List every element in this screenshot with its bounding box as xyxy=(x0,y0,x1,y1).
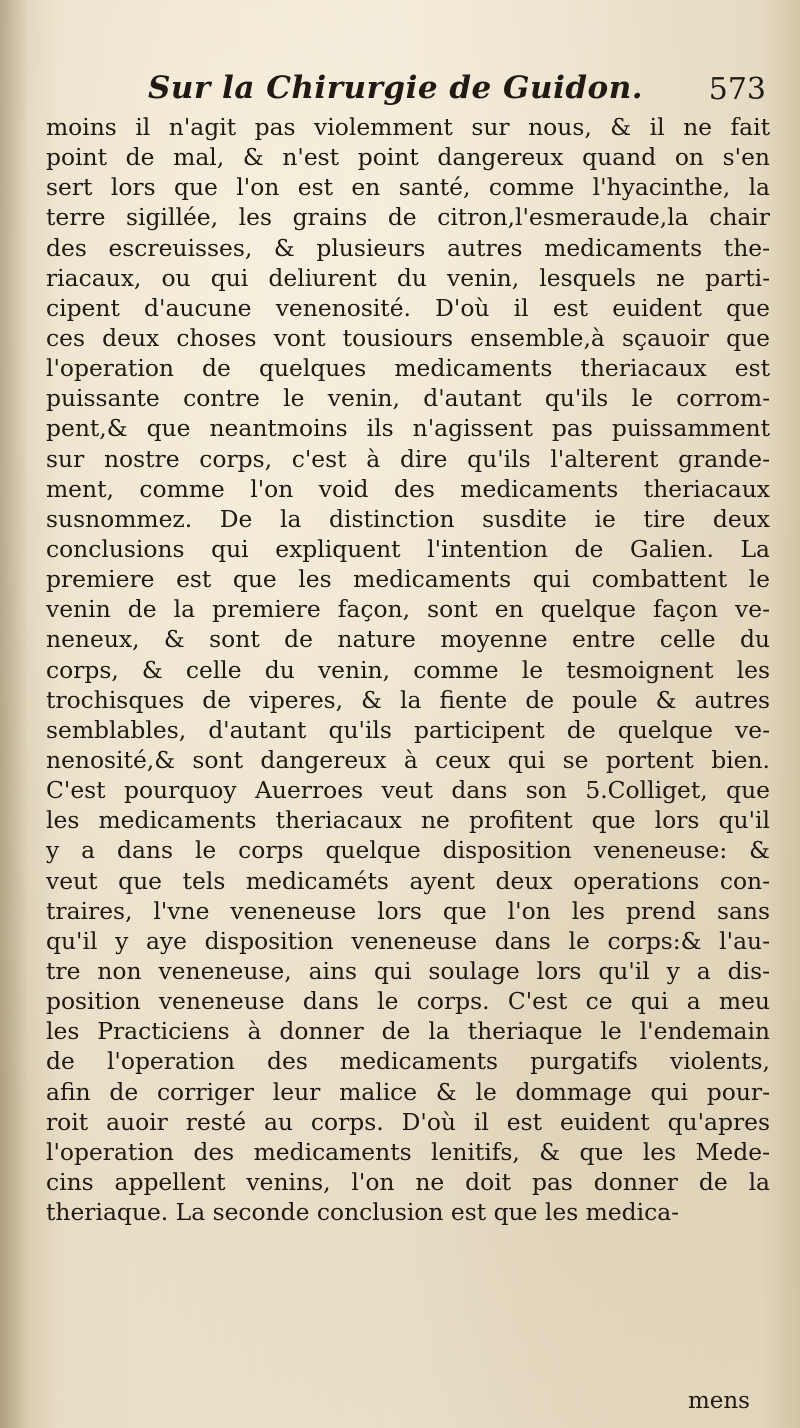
text-line: de l'operation des medicaments purgatifs violents, xyxy=(46,1047,770,1076)
text-line: venin de la premiere façon, sont en quelque façon ve- xyxy=(46,595,770,624)
text-line: tre non veneneuse, ains qui soulage lors qu'il y a dis- xyxy=(46,956,770,985)
text-line: neneux, & sont de nature moyenne entre celle du xyxy=(46,625,770,654)
page-number: 573 xyxy=(708,72,766,107)
catchword: mens xyxy=(687,1388,750,1414)
text-line: ces deux choses vont tousiours ensemble,à sçauoir que xyxy=(46,323,770,352)
text-line: puissante contre le venin, d'autant qu'ils le corrom- xyxy=(46,384,770,413)
text-line: point de mal, & n'est point dangereux quand on s'en xyxy=(46,143,770,172)
text-line: les Practiciens à donner de la theriaque le l'endemain xyxy=(46,1017,770,1046)
text-line: des escreuisses, & plusieurs autres medicaments the- xyxy=(46,233,770,262)
text-line: moins il n'agit pas violemment sur nous, & il ne fait xyxy=(46,113,770,141)
text-line: susnommez. De la distinction susdite ie tire deux xyxy=(46,504,770,533)
text-line: qu'il y aye disposition veneneuse dans le corps:& l'au- xyxy=(46,926,770,955)
text-line: terre sigillée, les grains de citron,l'esmeraude,la chair xyxy=(46,203,770,232)
text-line: conclusions qui expliquent l'intention de Galien. La xyxy=(46,534,770,563)
text-line: riacaux, ou qui deliurent du venin, lesquels ne parti- xyxy=(46,263,770,292)
text-line: traires, l'vne veneneuse lors que l'on les prend sans xyxy=(46,896,770,925)
text-line: theriaque. La seconde conclusion est que les medica- xyxy=(46,1198,680,1227)
text-line: l'operation de quelques medicaments theriacaux est xyxy=(46,354,770,383)
page-edge-shadow xyxy=(0,0,28,1428)
text-line: nenosité,& sont dangereux à ceux qui se portent bien. xyxy=(46,745,770,774)
text-line: premiere est que les medicaments qui combattent le xyxy=(46,565,770,594)
text-line: C'est pourquoy Auerroes veut dans son 5.Colliget, que xyxy=(46,776,770,805)
page-header xyxy=(58,70,770,112)
text-line: sert lors que l'on est en santé, comme l'hyacinthe, la xyxy=(46,173,770,202)
text-line: position veneneuse dans le corps. C'est ce qui a meu xyxy=(46,987,770,1016)
running-title: Sur la Chirurgie de Guidon. xyxy=(148,70,644,106)
text-line: cins appellent venins, l'on ne doit pas donner de la xyxy=(46,1167,770,1196)
text-line: trochisques de viperes, & la fiente de poule & autres xyxy=(46,685,770,714)
text-line: cipent d'aucune venenosité. D'où il est euident que xyxy=(46,293,770,322)
text-line: pent,& que neantmoins ils n'agissent pas puissamment xyxy=(46,414,770,443)
text-line: roit auoir resté au corps. D'où il est euident qu'apres xyxy=(46,1107,770,1136)
body-text xyxy=(46,112,770,1227)
text-line: semblables, d'autant qu'ils participent de quelque ve- xyxy=(46,715,770,744)
text-line: afin de corriger leur malice & le dommage qui pour- xyxy=(46,1077,770,1106)
text-line: les medicaments theriacaux ne profitent que lors qu'il xyxy=(46,806,770,835)
text-line: veut que tels medicaméts ayent deux operations con- xyxy=(46,866,770,895)
text-line: ment, comme l'on void des medicaments theriacaux xyxy=(46,474,770,503)
text-line: sur nostre corps, c'est à dire qu'ils l'alterent grande- xyxy=(46,444,770,473)
text-line: l'operation des medicaments lenitifs, & que les Mede- xyxy=(46,1137,770,1166)
text-line: y a dans le corps quelque disposition veneneuse: & xyxy=(46,836,770,865)
text-line: corps, & celle du venin, comme le tesmoignent les xyxy=(46,655,770,684)
